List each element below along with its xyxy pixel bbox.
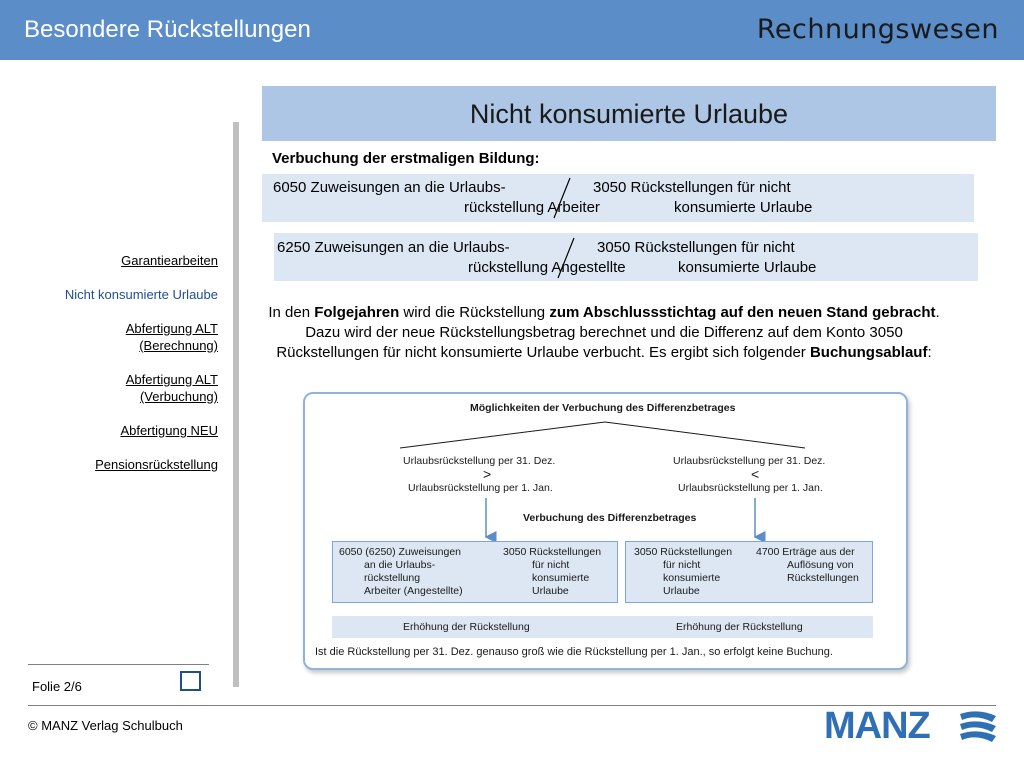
- booking-flow-diagram: [303, 392, 908, 670]
- box1-debit-line: rückstellung: [364, 572, 421, 584]
- nav-link-abfertigung-alt-verbuchung[interactable]: Abfertigung ALT (Verbuchung): [125, 372, 218, 404]
- debit-account-line2: rückstellung Angestellte: [468, 259, 626, 276]
- nav-link-abfertigung-neu[interactable]: Abfertigung NEU: [120, 423, 218, 438]
- booking-entry-angestellte: [274, 233, 978, 281]
- slide-navigation: [65, 252, 218, 490]
- right-operator: <: [751, 466, 760, 482]
- credit-account-line1: 3050 Rückstellungen für nicht: [597, 239, 795, 256]
- credit-account-line1: 3050 Rückstellungen für nicht: [593, 179, 791, 196]
- slide-title-band: [262, 86, 996, 141]
- section-heading: Verbuchung der erstmaligen Bildung:: [272, 150, 540, 167]
- credit-account-line2: konsumierte Urlaube: [674, 199, 813, 216]
- para-bold: zum Abschlussstichtag auf den neuen Stand gebracht: [549, 304, 936, 321]
- copyright-text: © MANZ Verlag Schulbuch: [28, 718, 183, 733]
- box2-debit-line: 3050 Rückstellungen: [634, 546, 733, 558]
- box1-debit-line: Arbeiter (Angestellte): [364, 585, 463, 597]
- header-bar: [0, 0, 1024, 60]
- manz-logo: [824, 704, 1004, 748]
- left-operator: >: [483, 466, 492, 482]
- booking-entry-arbeiter: [262, 174, 974, 222]
- overview-button[interactable]: [180, 671, 201, 691]
- diagram-mid-label: Verbuchung des Differenzbetrages: [523, 512, 697, 524]
- slide-title: Nicht konsumierte Urlaube: [469, 99, 789, 129]
- sidebar-divider: [233, 122, 239, 687]
- para-bold: Buchungsablauf: [809, 344, 928, 361]
- booking-box-increase: [332, 541, 618, 603]
- header-title: Besondere Rückstellungen: [24, 16, 311, 43]
- right-result-label: Erhöhung der Rückstellung: [676, 621, 803, 633]
- credit-account-line2: konsumierte Urlaube: [678, 259, 817, 276]
- box1-credit-line: 3050 Rückstellungen: [503, 546, 602, 558]
- footer-divider-short: [28, 664, 209, 665]
- booking-slash-icon: [550, 176, 574, 220]
- box1-credit-line: Urlaube: [532, 585, 569, 597]
- para-bold: Folgejahren: [314, 304, 400, 321]
- box1-credit-line: konsumierte: [532, 572, 590, 584]
- explanation-paragraph: [262, 303, 946, 363]
- left-condition-top: Urlaubsrückstellung per 31. Dez.: [403, 455, 556, 467]
- debit-account-line2: rückstellung Arbeiter: [464, 199, 600, 216]
- box2-debit-line: Urlaube: [663, 585, 700, 597]
- box2-credit-line: Rückstellungen: [787, 572, 859, 584]
- box2-credit-line: Auflösung von: [787, 559, 854, 571]
- right-condition-top: Urlaubsrückstellung per 31. Dez.: [673, 455, 826, 467]
- box1-credit-line: für nicht: [532, 559, 570, 571]
- diagram-title: Möglichkeiten der Verbuchung des Differenzbetrages: [470, 402, 736, 414]
- nav-link-abfertigung-alt-berechnung[interactable]: Abfertigung ALT (Berechnung): [125, 321, 218, 353]
- header-brand: Rechnungswesen: [756, 14, 999, 45]
- para-text: . Dazu wird der neue Rückstellungsbetrag berechnet und die Differenz auf dem Konto 3050 Rückstellungen für nicht konsumierte Urlaube verbucht. Es ergibt sich folgender: [276, 304, 940, 361]
- nav-link-pensionsrueckstellung[interactable]: Pensionsrückstellung: [95, 457, 218, 472]
- nav-link-garantiearbeiten[interactable]: Garantiearbeiten: [121, 253, 218, 268]
- box2-debit-line: konsumierte: [663, 572, 721, 584]
- result-band: [332, 616, 873, 638]
- slide-number: Folie 2/6: [32, 679, 82, 694]
- para-text: In den: [268, 304, 315, 321]
- box1-debit-line: 6050 (6250) Zuweisungen: [339, 546, 462, 558]
- debit-account-line1: 6250 Zuweisungen an die Urlaubs-: [277, 239, 510, 256]
- para-text: wird die Rückstellung: [399, 304, 550, 321]
- left-condition-bottom: Urlaubsrückstellung per 1. Jan.: [408, 482, 553, 494]
- logo-wordmark: MANZ: [824, 705, 930, 747]
- box2-debit-line: für nicht: [663, 559, 701, 571]
- nav-link-nicht-konsumierte-urlaube[interactable]: Nicht konsumierte Urlaube: [64, 287, 218, 302]
- booking-box-decrease: [625, 541, 873, 603]
- box1-debit-line: an die Urlaubs-: [364, 559, 436, 571]
- left-result-label: Erhöhung der Rückstellung: [403, 621, 530, 633]
- box2-credit-line: 4700 Erträge aus der: [756, 546, 855, 558]
- debit-account-line1: 6050 Zuweisungen an die Urlaubs-: [273, 179, 506, 196]
- right-condition-bottom: Urlaubsrückstellung per 1. Jan.: [678, 482, 823, 494]
- logo-wave-icon: [956, 706, 1004, 750]
- booking-slash-icon: [554, 236, 578, 280]
- para-text: :: [927, 344, 932, 361]
- diagram-footnote: Ist die Rückstellung per 31. Dez. genauso groß wie die Rückstellung per 1. Jan., so erfolgt keine Buchung.: [315, 646, 833, 658]
